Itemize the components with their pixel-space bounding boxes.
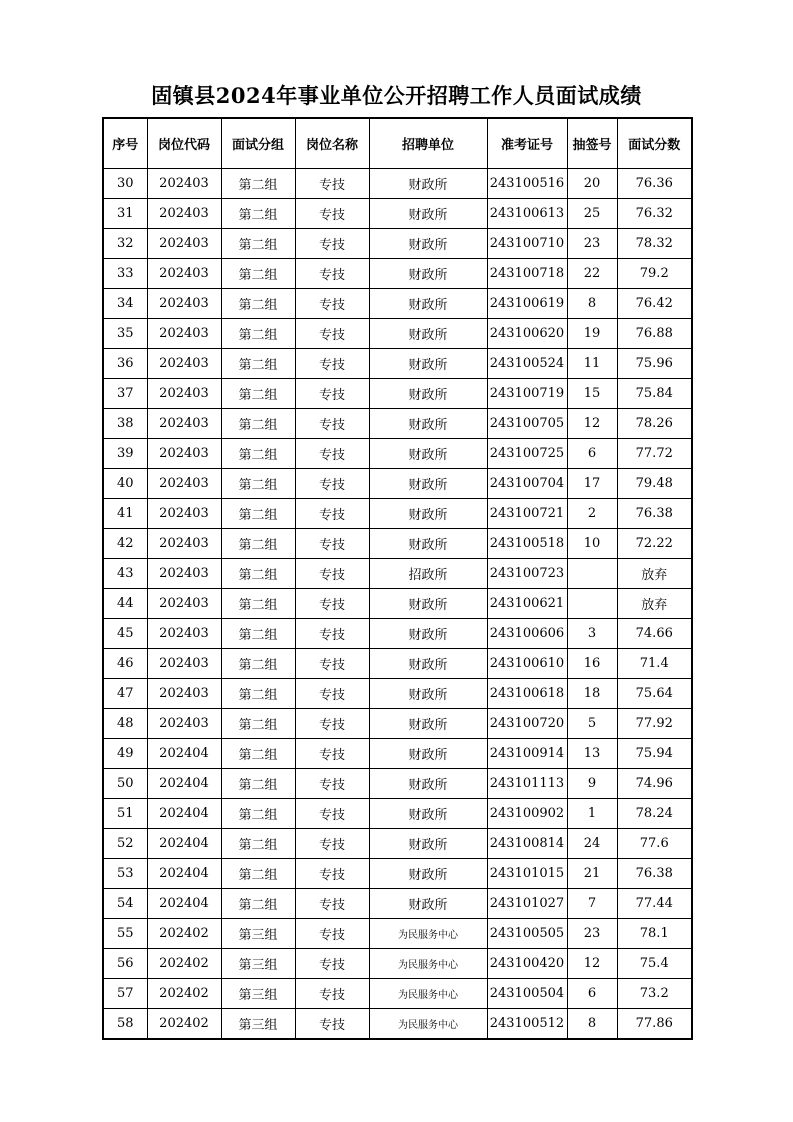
cell-exam-id: 243100725 (487, 439, 567, 469)
cell-post-name: 专技 (295, 259, 369, 289)
cell-post-code: 202403 (147, 169, 221, 199)
cell-post-code: 202403 (147, 559, 221, 589)
cell-post-name: 专技 (295, 889, 369, 919)
cell-unit: 为民服务中心 (369, 1009, 487, 1040)
cell-post-name: 专技 (295, 679, 369, 709)
cell-group: 第二组 (221, 259, 295, 289)
cell-draw-no: 1 (567, 799, 617, 829)
cell-draw-no: 8 (567, 1009, 617, 1040)
cell-score: 放弃 (617, 559, 692, 589)
cell-score: 74.96 (617, 769, 692, 799)
cell-unit: 财政所 (369, 739, 487, 769)
cell-post-code: 202404 (147, 799, 221, 829)
cell-score: 72.22 (617, 529, 692, 559)
cell-draw-no: 7 (567, 889, 617, 919)
cell-draw-no: 15 (567, 379, 617, 409)
cell-exam-id: 243101113 (487, 769, 567, 799)
cell-index: 36 (103, 349, 147, 379)
cell-post-name: 专技 (295, 349, 369, 379)
table-row (103, 499, 692, 529)
cell-post-code: 202404 (147, 769, 221, 799)
cell-index: 50 (103, 769, 147, 799)
cell-index: 31 (103, 199, 147, 229)
cell-unit: 财政所 (369, 589, 487, 619)
cell-draw-no: 23 (567, 229, 617, 259)
cell-index: 45 (103, 619, 147, 649)
cell-post-name: 专技 (295, 199, 369, 229)
cell-exam-id: 243100621 (487, 589, 567, 619)
cell-unit: 财政所 (369, 829, 487, 859)
cell-draw-no: 18 (567, 679, 617, 709)
col-header-draw-no: 抽签号 (567, 118, 617, 169)
page-title: 固镇县2024年事业单位公开招聘工作人员面试成绩 (151, 83, 642, 108)
cell-draw-no (567, 559, 617, 589)
cell-unit: 财政所 (369, 439, 487, 469)
cell-draw-no: 6 (567, 979, 617, 1009)
table-row (103, 1009, 692, 1040)
cell-group: 第二组 (221, 619, 295, 649)
cell-score: 78.24 (617, 799, 692, 829)
cell-index: 54 (103, 889, 147, 919)
cell-score: 76.88 (617, 319, 692, 349)
cell-draw-no: 17 (567, 469, 617, 499)
cell-unit: 为民服务中心 (369, 949, 487, 979)
cell-unit: 财政所 (369, 799, 487, 829)
table-row (103, 949, 692, 979)
table-row (103, 739, 692, 769)
cell-unit: 财政所 (369, 319, 487, 349)
cell-group: 第二组 (221, 169, 295, 199)
cell-draw-no: 12 (567, 949, 617, 979)
cell-post-name: 专技 (295, 649, 369, 679)
cell-group: 第三组 (221, 949, 295, 979)
cell-index: 56 (103, 949, 147, 979)
cell-post-code: 202402 (147, 919, 221, 949)
cell-unit: 财政所 (369, 649, 487, 679)
table-row (103, 319, 692, 349)
table-row (103, 289, 692, 319)
cell-post-code: 202403 (147, 349, 221, 379)
cell-post-name: 专技 (295, 859, 369, 889)
cell-post-code: 202403 (147, 529, 221, 559)
cell-post-name: 专技 (295, 169, 369, 199)
cell-group: 第二组 (221, 529, 295, 559)
cell-score: 77.92 (617, 709, 692, 739)
cell-draw-no: 5 (567, 709, 617, 739)
cell-index: 57 (103, 979, 147, 1009)
cell-score: 76.38 (617, 499, 692, 529)
cell-group: 第二组 (221, 229, 295, 259)
col-header-unit: 招聘单位 (369, 118, 487, 169)
cell-post-code: 202403 (147, 289, 221, 319)
cell-unit: 为民服务中心 (369, 919, 487, 949)
cell-group: 第二组 (221, 889, 295, 919)
table-row (103, 799, 692, 829)
cell-group: 第二组 (221, 499, 295, 529)
cell-post-name: 专技 (295, 1009, 369, 1040)
table-row (103, 199, 692, 229)
table-row (103, 559, 692, 589)
cell-unit: 财政所 (369, 889, 487, 919)
cell-exam-id: 243100620 (487, 319, 567, 349)
cell-exam-id: 243100720 (487, 709, 567, 739)
cell-draw-no: 9 (567, 769, 617, 799)
cell-post-code: 202403 (147, 679, 221, 709)
cell-group: 第二组 (221, 469, 295, 499)
cell-unit: 财政所 (369, 709, 487, 739)
col-header-exam-id: 准考证号 (487, 118, 567, 169)
cell-exam-id: 243100704 (487, 469, 567, 499)
cell-score: 76.32 (617, 199, 692, 229)
cell-group: 第二组 (221, 799, 295, 829)
cell-draw-no: 20 (567, 169, 617, 199)
cell-index: 35 (103, 319, 147, 349)
cell-unit: 财政所 (369, 349, 487, 379)
table-row (103, 529, 692, 559)
cell-draw-no: 19 (567, 319, 617, 349)
cell-post-code: 202403 (147, 229, 221, 259)
cell-post-code: 202403 (147, 709, 221, 739)
cell-score: 71.4 (617, 649, 692, 679)
cell-group: 第二组 (221, 349, 295, 379)
cell-exam-id: 243100610 (487, 649, 567, 679)
col-header-post-name: 岗位名称 (295, 118, 369, 169)
cell-index: 37 (103, 379, 147, 409)
cell-group: 第二组 (221, 319, 295, 349)
cell-score: 79.48 (617, 469, 692, 499)
table-row (103, 859, 692, 889)
score-table (102, 117, 693, 1040)
cell-unit: 财政所 (369, 529, 487, 559)
cell-post-name: 专技 (295, 559, 369, 589)
cell-score: 78.1 (617, 919, 692, 949)
cell-score: 放弃 (617, 589, 692, 619)
cell-group: 第二组 (221, 829, 295, 859)
cell-score: 76.38 (617, 859, 692, 889)
col-header-post-code: 岗位代码 (147, 118, 221, 169)
cell-exam-id: 243100705 (487, 409, 567, 439)
cell-score: 74.66 (617, 619, 692, 649)
cell-score: 75.64 (617, 679, 692, 709)
cell-post-name: 专技 (295, 949, 369, 979)
table-row (103, 649, 692, 679)
table-row (103, 619, 692, 649)
cell-index: 34 (103, 289, 147, 319)
cell-draw-no: 6 (567, 439, 617, 469)
cell-index: 58 (103, 1009, 147, 1040)
cell-draw-no: 8 (567, 289, 617, 319)
cell-score: 78.32 (617, 229, 692, 259)
cell-exam-id: 243100516 (487, 169, 567, 199)
cell-unit: 财政所 (369, 199, 487, 229)
cell-index: 39 (103, 439, 147, 469)
cell-unit: 财政所 (369, 379, 487, 409)
cell-unit: 财政所 (369, 409, 487, 439)
cell-index: 48 (103, 709, 147, 739)
table-row (103, 409, 692, 439)
cell-post-name: 专技 (295, 409, 369, 439)
cell-index: 43 (103, 559, 147, 589)
cell-post-name: 专技 (295, 979, 369, 1009)
cell-post-code: 202403 (147, 649, 221, 679)
cell-post-code: 202403 (147, 499, 221, 529)
cell-post-name: 专技 (295, 919, 369, 949)
table-row (103, 589, 692, 619)
cell-index: 38 (103, 409, 147, 439)
cell-draw-no: 22 (567, 259, 617, 289)
cell-post-code: 202403 (147, 469, 221, 499)
cell-score: 76.36 (617, 169, 692, 199)
cell-post-code: 202402 (147, 1009, 221, 1040)
cell-unit: 财政所 (369, 289, 487, 319)
cell-post-code: 202404 (147, 859, 221, 889)
cell-index: 42 (103, 529, 147, 559)
cell-unit: 财政所 (369, 619, 487, 649)
cell-draw-no: 23 (567, 919, 617, 949)
col-header-score: 面试分数 (617, 118, 692, 169)
cell-post-code: 202402 (147, 979, 221, 1009)
table-row (103, 259, 692, 289)
cell-exam-id: 243100710 (487, 229, 567, 259)
cell-score: 75.4 (617, 949, 692, 979)
cell-post-code: 202403 (147, 319, 221, 349)
table-row (103, 229, 692, 259)
cell-index: 46 (103, 649, 147, 679)
cell-draw-no: 25 (567, 199, 617, 229)
cell-post-code: 202403 (147, 259, 221, 289)
cell-post-name: 专技 (295, 619, 369, 649)
cell-post-name: 专技 (295, 799, 369, 829)
table-body (103, 169, 692, 1040)
cell-draw-no: 11 (567, 349, 617, 379)
table-row (103, 829, 692, 859)
cell-index: 55 (103, 919, 147, 949)
cell-group: 第二组 (221, 739, 295, 769)
cell-unit: 财政所 (369, 169, 487, 199)
cell-exam-id: 243100505 (487, 919, 567, 949)
cell-exam-id: 243100512 (487, 1009, 567, 1040)
table-row (103, 469, 692, 499)
cell-unit: 财政所 (369, 259, 487, 289)
cell-index: 53 (103, 859, 147, 889)
cell-score: 75.84 (617, 379, 692, 409)
cell-score: 73.2 (617, 979, 692, 1009)
cell-exam-id: 243101027 (487, 889, 567, 919)
cell-index: 44 (103, 589, 147, 619)
cell-score: 77.72 (617, 439, 692, 469)
table-row (103, 439, 692, 469)
cell-exam-id: 243100524 (487, 349, 567, 379)
cell-group: 第二组 (221, 409, 295, 439)
cell-group: 第二组 (221, 859, 295, 889)
cell-post-name: 专技 (295, 589, 369, 619)
cell-exam-id: 243100902 (487, 799, 567, 829)
cell-unit: 财政所 (369, 859, 487, 889)
cell-group: 第二组 (221, 709, 295, 739)
table-row (103, 709, 692, 739)
cell-post-code: 202403 (147, 439, 221, 469)
cell-exam-id: 243100814 (487, 829, 567, 859)
cell-exam-id: 243100723 (487, 559, 567, 589)
cell-unit: 财政所 (369, 469, 487, 499)
cell-draw-no: 24 (567, 829, 617, 859)
cell-index: 41 (103, 499, 147, 529)
cell-exam-id: 243100618 (487, 679, 567, 709)
cell-score: 77.6 (617, 829, 692, 859)
table-row (103, 919, 692, 949)
table-row (103, 379, 692, 409)
col-header-index: 序号 (103, 118, 147, 169)
cell-exam-id: 243101015 (487, 859, 567, 889)
cell-group: 第二组 (221, 589, 295, 619)
cell-draw-no: 21 (567, 859, 617, 889)
cell-group: 第三组 (221, 979, 295, 1009)
cell-group: 第二组 (221, 199, 295, 229)
cell-post-name: 专技 (295, 319, 369, 349)
col-header-group: 面试分组 (221, 118, 295, 169)
cell-score: 77.86 (617, 1009, 692, 1040)
cell-post-name: 专技 (295, 379, 369, 409)
cell-group: 第二组 (221, 559, 295, 589)
cell-index: 40 (103, 469, 147, 499)
table-row (103, 169, 692, 199)
cell-group: 第三组 (221, 919, 295, 949)
table-row (103, 889, 692, 919)
cell-post-name: 专技 (295, 229, 369, 259)
cell-post-name: 专技 (295, 439, 369, 469)
cell-group: 第二组 (221, 289, 295, 319)
cell-post-code: 202404 (147, 889, 221, 919)
table-row (103, 679, 692, 709)
cell-exam-id: 243100504 (487, 979, 567, 1009)
cell-group: 第二组 (221, 769, 295, 799)
cell-group: 第二组 (221, 679, 295, 709)
cell-exam-id: 243100619 (487, 289, 567, 319)
cell-draw-no: 13 (567, 739, 617, 769)
cell-score: 75.96 (617, 349, 692, 379)
cell-group: 第二组 (221, 439, 295, 469)
cell-group: 第二组 (221, 379, 295, 409)
cell-exam-id: 243100719 (487, 379, 567, 409)
cell-post-name: 专技 (295, 709, 369, 739)
table-row (103, 979, 692, 1009)
cell-post-name: 专技 (295, 829, 369, 859)
cell-post-name: 专技 (295, 499, 369, 529)
cell-exam-id: 243100606 (487, 619, 567, 649)
cell-post-code: 202403 (147, 409, 221, 439)
cell-score: 75.94 (617, 739, 692, 769)
cell-draw-no: 12 (567, 409, 617, 439)
cell-post-name: 专技 (295, 739, 369, 769)
cell-post-code: 202403 (147, 619, 221, 649)
cell-score: 77.44 (617, 889, 692, 919)
cell-post-code: 202403 (147, 589, 221, 619)
cell-index: 51 (103, 799, 147, 829)
cell-post-code: 202403 (147, 379, 221, 409)
table-row (103, 769, 692, 799)
cell-draw-no: 3 (567, 619, 617, 649)
cell-exam-id: 243100420 (487, 949, 567, 979)
cell-unit: 财政所 (369, 679, 487, 709)
cell-draw-no: 16 (567, 649, 617, 679)
cell-unit: 财政所 (369, 229, 487, 259)
cell-index: 32 (103, 229, 147, 259)
cell-unit: 为民服务中心 (369, 979, 487, 1009)
cell-group: 第三组 (221, 1009, 295, 1040)
cell-score: 78.26 (617, 409, 692, 439)
cell-post-code: 202404 (147, 829, 221, 859)
cell-post-code: 202402 (147, 949, 221, 979)
cell-post-name: 专技 (295, 769, 369, 799)
cell-draw-no: 2 (567, 499, 617, 529)
cell-unit: 财政所 (369, 499, 487, 529)
cell-index: 33 (103, 259, 147, 289)
cell-group: 第二组 (221, 649, 295, 679)
cell-draw-no (567, 589, 617, 619)
cell-index: 47 (103, 679, 147, 709)
cell-score: 76.42 (617, 289, 692, 319)
cell-index: 30 (103, 169, 147, 199)
cell-exam-id: 243100721 (487, 499, 567, 529)
cell-exam-id: 243100518 (487, 529, 567, 559)
cell-index: 52 (103, 829, 147, 859)
cell-post-name: 专技 (295, 529, 369, 559)
cell-exam-id: 243100718 (487, 259, 567, 289)
cell-post-code: 202404 (147, 739, 221, 769)
cell-post-name: 专技 (295, 469, 369, 499)
cell-exam-id: 243100613 (487, 199, 567, 229)
table-row (103, 349, 692, 379)
cell-exam-id: 243100914 (487, 739, 567, 769)
cell-post-code: 202403 (147, 199, 221, 229)
cell-post-name: 专技 (295, 289, 369, 319)
cell-score: 79.2 (617, 259, 692, 289)
cell-unit: 财政所 (369, 769, 487, 799)
cell-draw-no: 10 (567, 529, 617, 559)
cell-index: 49 (103, 739, 147, 769)
cell-unit: 招政所 (369, 559, 487, 589)
table-header-row (103, 118, 692, 169)
